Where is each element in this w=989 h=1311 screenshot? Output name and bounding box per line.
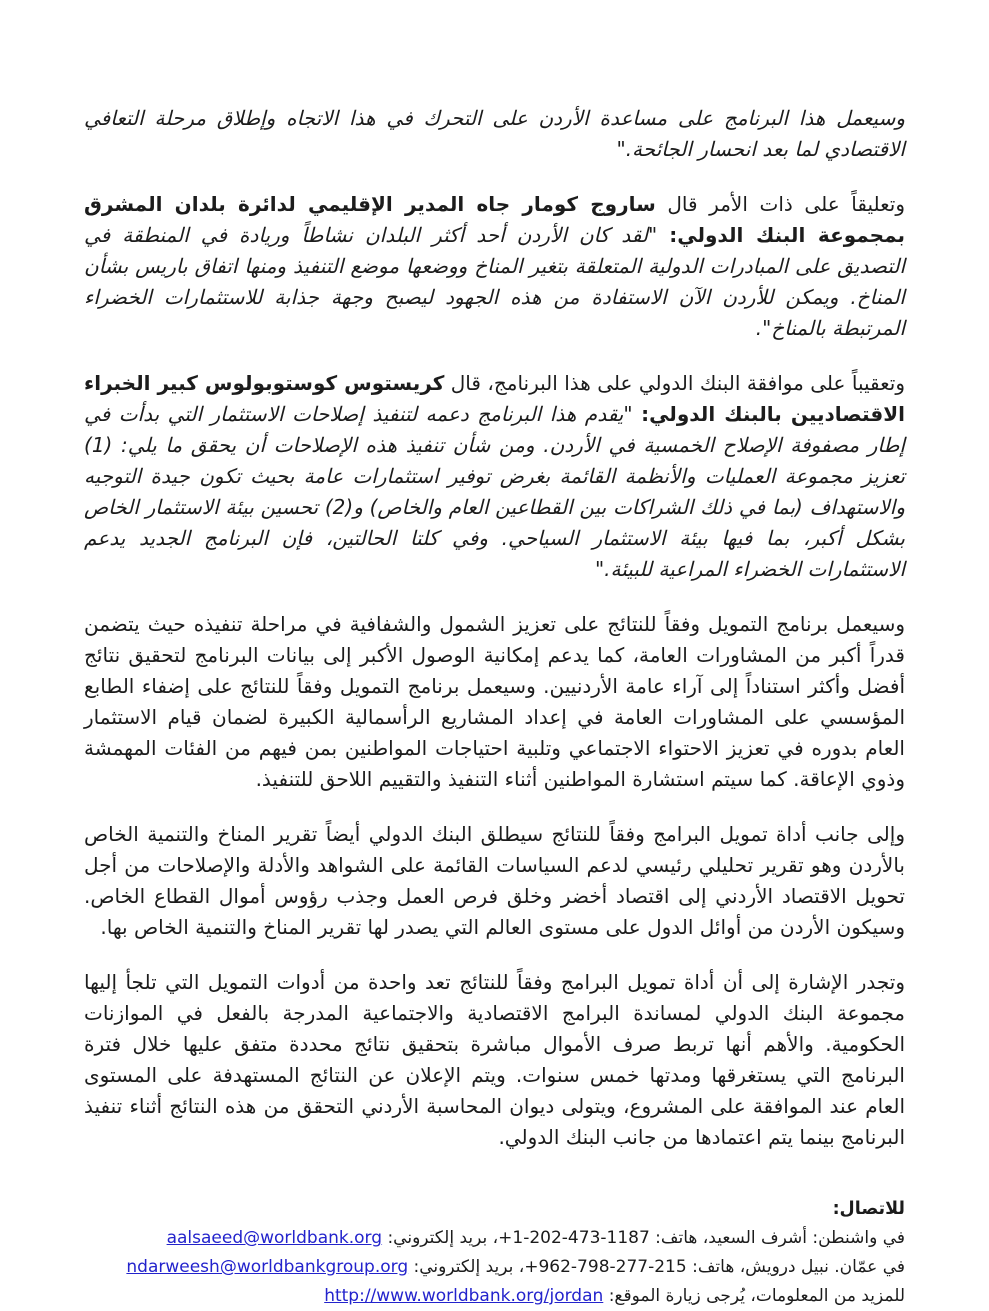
statement1-quote: "لقد كان الأردن أحد أكثر البلدان نشاطاً وريادة في المنطقة في التصديق على المبادرات الدولية المتعلقة بتغير المناخ ووضعها موضع التنفيذ ومنها اتفاق باريس بشأن المناخ. ويمكن للأردن الآن الاستفادة من هذه الجهود ليصبح وجهة جذابة للاستثمارات الخضراء المرتبطة بالمناخ". (84, 223, 906, 340)
washington-contact-label: في واشنطن: أشرف السعيد، هاتف: (649, 1228, 905, 1248)
paragraph-inclusion-transparency: وسيعمل برنامج التمويل وفقاً للنتائج على تعزيز الشمول والشفافية في مراحلة تنفيذه حيث يتضمن قدراً أكبر من المشاورات العامة، كما يدعم إمكانية الوصول الأكبر إلى بيانات البرنامج لتحقيق نتائج أفضل وأكثر استناداً إلى آراء عامة الأردنيين. وسيعمل برنامج التمويل وفقاً للنتائج على إضفاء الطابع المؤسسي على المشاورات العامة في إعداد المشاريع الرأسمالية الكبيرة لضمان قيام الاستثمار العام بدوره في تعزيز الاحتواء الاجتماعي وتلبية احتياجات المواطنين بمن فيهم من الفئات المهمشة وذوي الإعاقة. كما سيتم استشارة المواطنين أثناء التنفيذ والتقييم اللاحق للتنفيذ. (84, 612, 905, 791)
paragraph-statement-saroj (84, 189, 905, 344)
contact-line-website (84, 1282, 905, 1311)
amman-email-link[interactable]: ndarweesh@worldbankgroup.org (126, 1257, 409, 1277)
statement2-quote: "يقدم هذا البرنامج دعمه لتنفيذ إصلاحات الاستثمار التي بدأت في إطار مصفوفة الإصلاح الخمسية في الأردن. ومن شأن تنفيذ هذه الإصلاحات أن يحقق ما يلي: (1) تعزيز مجموعة العمليات والأنظمة القائمة بغرض توفير استثمارات عامة بحيث تكون جيدة التوجيه والاستهداف (بما في ذلك الشراكات بين القطاعين العام والخاص) و(2) تحسين بيئة الاستثمار الخاص بشكل أكبر، بما فيها بيئة الاستثمار السياحي. وفي كلتا الحالتين، فإن البرنامج الجديد يدعم الاستثمارات الخضراء المراعية للبيئة." (84, 402, 906, 581)
paragraph-pforr-explainer: وتجدر الإشارة إلى أن أداة تمويل البرامج وفقاً للنتائج تعد واحدة من أدوات التمويل التي تلجأ إليها مجموعة البنك الدولي لمساندة البرامج الاقتصادية والاجتماعية المدرجة بالفعل في الموازنات الحكومية. والأهم أنها تربط صرف الأموال مباشرة بتحقيق نتائج محددة متفق عليها خلال فترة البرنامج التي يستغرقها ومدتها خمس سنوات. ويتم الإعلان عن النتائج المستهدفة على المستوى العام عند الموافقة على المشروع، ويتولى ديوان المحاسبة الأردني التحقق من هذه النتائج أثناء تنفيذ البرنامج بينما يتم اعتمادها من جانب البنك الدولي. (84, 970, 905, 1149)
statement1-speaker-name-title: ساروج كومار جاه المدير الإقليمي لدائرة بلدان المشرق بمجموعة البنك الدولي: (84, 192, 906, 247)
contact-line-washington (84, 1224, 905, 1253)
amman-phone-number: +962-798-277-215 (524, 1257, 687, 1277)
statement2-speaker-name-title: كريستوس كوستوبولوس كبير الخبراء الاقتصاديين بالبنك الدولي: (84, 371, 905, 426)
contact-section (84, 1195, 905, 1311)
washington-phone-number: +1-202-473-1187 (498, 1228, 650, 1248)
statement1-intro: وتعليقاً على ذات الأمر قال (655, 192, 905, 216)
contact-line-amman (84, 1253, 905, 1282)
washington-email-link[interactable]: aalsaeed@worldbank.org (166, 1228, 383, 1248)
amman-email-label: ، بريد إلكتروني: (408, 1257, 525, 1277)
paragraph-quote-continuation: وسيعمل هذا البرنامج على مساعدة الأردن على التحرك في هذا الاتجاه وإطلاق مرحلة التعافي الاقتصادي لما بعد انحسار الجائحة." (84, 106, 905, 161)
amman-contact-label: في عمّان. نبيل درويش، هاتف: (686, 1257, 905, 1277)
paragraph-climate-development-report: وإلى جانب أداة تمويل البرامج وفقاً للنتائج سيطلق البنك الدولي أيضاً تقرير المناخ والتنمية الخاص بالأردن وهو تقرير تحليلي رئيسي لدعم السياسات القائمة على الشواهد والأدلة والإصلاحات من أجل تحويل الاقتصاد الأردني إلى اقتصاد أخضر وخلق فرص العمل وجذب رؤوس أموال القطاع الخاص. وسيكون الأردن من أوائل الدول على مستوى العالم التي يصدر لها تقرير المناخ والتنمية الخاص بها. (84, 822, 905, 939)
paragraph-statement-christos (84, 368, 905, 585)
washington-email-label: ، بريد إلكتروني: (382, 1228, 499, 1248)
website-label: للمزيد من المعلومات، يُرجى زيارة الموقع: (603, 1286, 905, 1306)
website-link[interactable]: http://www.worldbank.org/jordan (324, 1286, 604, 1306)
statement2-intro: وتعقيباً على موافقة البنك الدولي على هذا البرنامج، قال (444, 371, 905, 395)
contact-heading: للاتصال: (832, 1199, 905, 1219)
